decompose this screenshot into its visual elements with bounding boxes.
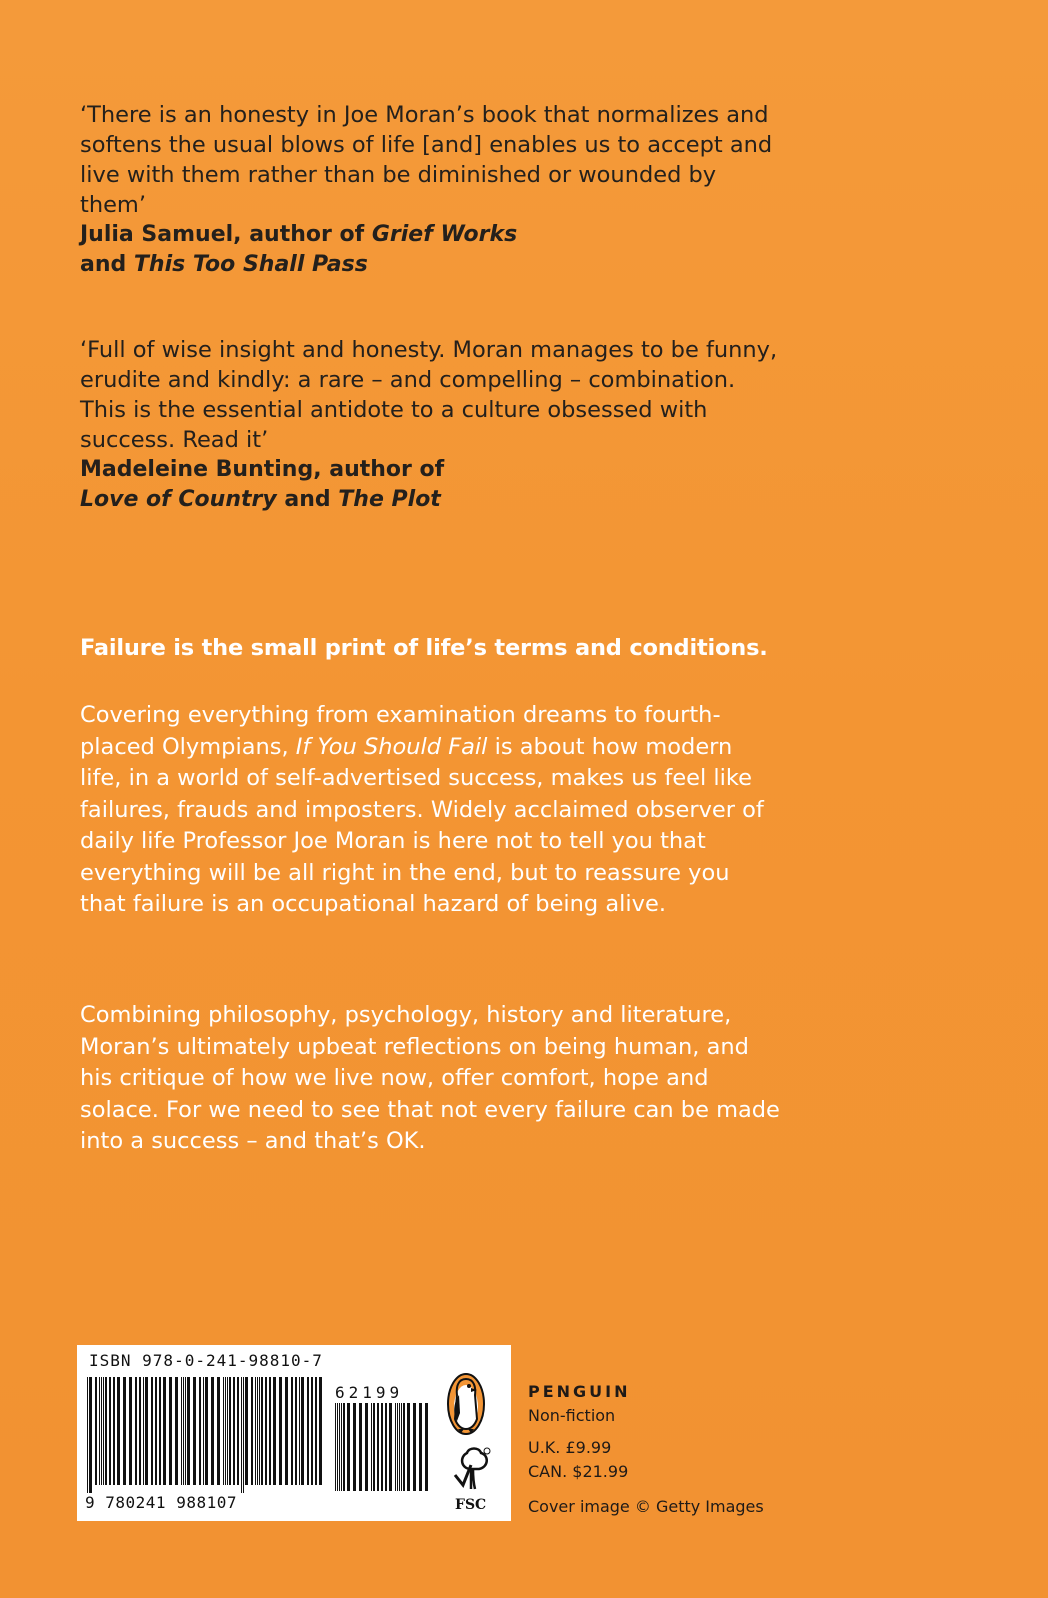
barcode-bar [285,1377,288,1485]
barcode-bar [273,1377,276,1485]
ean-barcode [85,1377,325,1493]
quote-attribution [80,455,780,515]
barcode-bar [151,1377,153,1485]
barcode-bar [87,1377,88,1493]
barcode-bar [103,1377,104,1485]
barcode-bar [395,1403,396,1491]
barcode-bar [169,1377,172,1485]
price-uk: U.K. £9.99 [528,1438,612,1457]
attribution-author: Madeleine Bunting, author of [80,457,445,482]
barcode-bar [163,1377,166,1485]
barcode-bar [257,1377,258,1485]
barcode-bar [353,1403,356,1491]
barcode-bar [251,1377,253,1485]
barcode-bar [89,1377,92,1493]
barcode-bar [99,1377,100,1485]
quote-text: ‘Full of wise insight and honesty. Moran manages to be funny, erudite and kindly: a rare – and compelling – combination. This is the essential antidote to a culture obsessed with success. Read it’ [80,337,778,453]
barcode-bar [301,1377,304,1485]
blurb-text: is about how modern life, in a world of self-advertised success, makes us feel like failures, frauds and imposters. Widely acclaimed observer of daily life Professor Joe Moran is here not to tell you that everything will be all right in the end, but to reassure you that failure is an occupational hazard of being alive. [80,733,764,917]
barcode-bar [403,1403,405,1491]
barcode-bar [229,1377,231,1485]
barcode-bar [155,1377,157,1485]
barcode-bar [145,1377,148,1485]
barcode-bar [109,1377,111,1485]
fsc-label: FSC [455,1497,487,1513]
barcode-bar [399,1403,400,1491]
blurb-text: Covering everything from examination dreams to fourth-placed Olympians, [80,702,721,760]
barcode-bar [139,1377,141,1485]
barcode-bar [419,1403,422,1491]
barcode-bar [117,1377,120,1485]
barcode-bar [279,1377,282,1485]
barcode-bar [307,1377,309,1485]
isbn-label: ISBN 978-0-241-98810-7 [89,1351,323,1370]
barcode-bar [401,1403,402,1491]
barcode-bar [135,1377,137,1485]
barcode-bar [347,1403,350,1491]
barcode-bar [299,1377,300,1485]
price-barcode [333,1403,433,1499]
barcode-bar [385,1403,387,1491]
barcode-bar [425,1403,428,1491]
barcode-bar [315,1377,317,1485]
publisher-name: PENGUIN [528,1382,631,1401]
attribution-author: Julia Samuel, author of [80,222,372,247]
barcode-bar [175,1377,178,1485]
barcode-bar [261,1377,263,1485]
attribution-work: Grief Works [371,222,518,247]
barcode-bar [217,1377,220,1485]
barcode-bar [95,1377,97,1485]
barcode-bar [341,1403,342,1491]
barcode-bar [183,1377,184,1485]
barcode-bar [223,1377,224,1485]
barcode-bar [113,1377,115,1485]
attribution-work: This Too Shall Pass [133,252,368,277]
barcode-bar [413,1403,416,1491]
cover-credit: Cover image © Getty Images [528,1497,764,1516]
tagline: Failure is the small print of life’s terms and conditions. [80,635,768,661]
barcode-bar [359,1403,362,1491]
barcode-bar [101,1377,102,1485]
barcode-bar [123,1377,126,1485]
barcode-bar [203,1377,204,1485]
fsc-tree-icon [449,1445,493,1497]
barcode-bar [199,1377,201,1485]
barcode-bar [407,1403,410,1491]
barcode-bar [269,1377,271,1485]
barcode-bar [245,1377,248,1485]
barcode-bar [339,1403,340,1491]
barcode-bar [389,1403,392,1491]
barcode-bar [237,1377,239,1485]
review-quote-1 [80,100,780,280]
barcode-bar [295,1377,297,1485]
barcode-bar [365,1403,368,1491]
barcode-bar [205,1377,208,1485]
barcode-bar [105,1377,107,1485]
barcode-bar [181,1377,182,1485]
blurb-paragraph-1 [80,700,780,921]
barcode-bar [241,1377,242,1493]
barcode-panel [77,1345,511,1521]
blurb-paragraph-2: Combining philosophy, psychology, history and literature, Moran’s ultimately upbeat reflections on being human, and his critique of how we live now, offer comfort, hope and solace. For we need to see that not every failure can be made into a success – and that’s OK. [80,1002,780,1154]
barcode-bar [159,1377,161,1485]
barcode-bar [319,1377,322,1485]
barcode-bar [193,1377,196,1485]
barcode-bar [129,1377,132,1485]
barcode-bar [265,1377,267,1485]
quote-attribution [80,220,780,280]
barcode-bar [377,1403,379,1491]
barcode-bar [291,1377,293,1485]
barcode-bar [397,1403,398,1491]
barcode-digits: 9 780241 988107 [85,1493,237,1512]
barcode-bar [187,1377,190,1485]
barcode-bar [211,1377,214,1485]
barcode-bar [185,1377,186,1485]
category-label: Non-fiction [528,1406,616,1425]
barcode-bar [233,1377,235,1485]
barcode-bar [335,1403,336,1491]
attribution-joiner: and [276,487,339,512]
price-code: 62199 [335,1383,404,1402]
review-quote-2 [80,335,780,515]
price-can: CAN. $21.99 [528,1462,629,1481]
barcode-bar [337,1403,338,1491]
penguin-icon [447,1373,485,1435]
barcode-bar [227,1377,228,1485]
barcode-bar [371,1403,372,1491]
barcode-bar [311,1377,313,1485]
book-title: If You Should Fail [295,733,488,760]
barcode-bar [373,1403,375,1491]
barcode-bar [381,1403,383,1491]
attribution-work: The Plot [338,487,441,512]
barcode-bar [259,1377,260,1485]
barcode-bar [255,1377,256,1485]
attribution-work: Love of Country [80,487,277,512]
barcode-bar [225,1377,226,1485]
attribution-joiner: and [80,252,134,277]
barcode-bar [143,1377,144,1485]
quote-text: ‘There is an honesty in Joe Moran’s book that normalizes and softens the usual blows of life [and] enables us to accept and live with them rather than be diminished or wounded by them’ [80,102,773,218]
barcode-bar [243,1377,244,1493]
barcode-bar [343,1403,345,1491]
